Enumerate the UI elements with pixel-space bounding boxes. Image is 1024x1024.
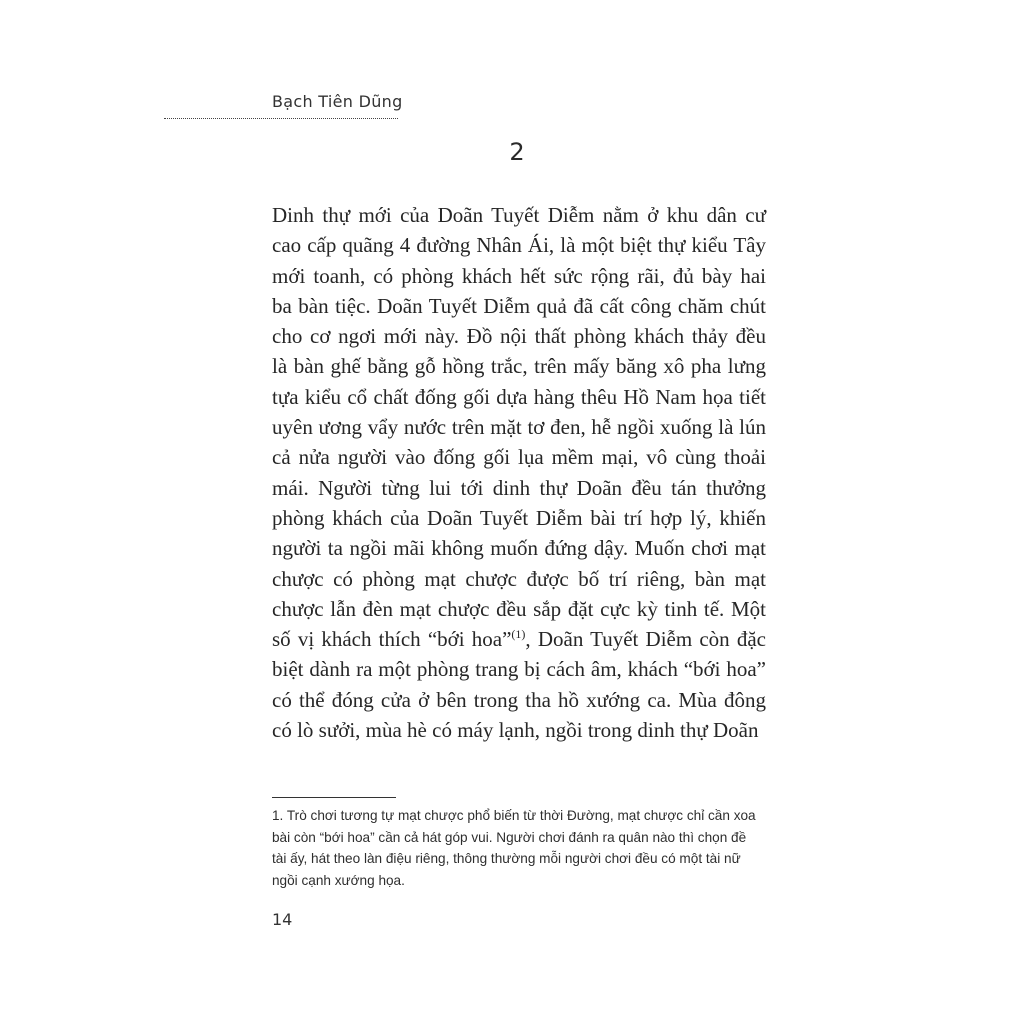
- footnote-reference[interactable]: (1): [511, 627, 526, 642]
- body-line: mới toanh, có phòng khách hết sức rộng rãi, đủ bày hai: [272, 263, 766, 288]
- body-line: cả nửa người vào đống gối lụa mềm mại, vô cùng thoải: [272, 445, 766, 470]
- body-line: Dinh thự mới của Doãn Tuyết Diễm nằm ở khu dân cư: [272, 203, 766, 227]
- body-line: chược có phòng mạt chược được bố trí riêng, bàn mạt: [272, 566, 766, 591]
- body-line-segment: số vị khách thích “bới hoa”: [272, 627, 512, 652]
- body-line-with-footnote-ref: [272, 624, 766, 654]
- body-line: mái. Người từng lui tới dinh thự Doãn đều tán thưởng: [272, 475, 766, 500]
- body-line: ba bàn tiệc. Doãn Tuyết Diễm quả đã cất công chăm chút: [272, 293, 766, 318]
- running-header-author: Bạch Tiên Dũng: [272, 92, 403, 111]
- body-line: tựa kiểu cổ chất đống gối dựa hàng thêu Hồ Nam họa tiết: [272, 384, 766, 409]
- body-line: cao cấp quãng 4 đường Nhân Ái, là một biệt thự kiểu Tây: [272, 233, 766, 258]
- footnote-line: bài còn “bới hoa” cần cả hát góp vui. Người chơi đánh ra quân nào thì chọn đề: [272, 829, 747, 845]
- body-line: có thể đóng cửa ở bên trong tha hồ xướng ca. Mùa đông: [272, 687, 766, 712]
- footnote: [272, 805, 766, 891]
- body-line: uyên ương vẩy nước trên mặt tơ đen, hễ ngồi xuống là lún: [272, 415, 766, 440]
- footnote-line: 1. Trò chơi tương tự mạt chược phổ biến từ thời Đường, mạt chược chỉ cần xoa: [272, 808, 756, 823]
- footnote-line: tài ấy, hát theo làn điệu riêng, thông thường mỗi người chơi đều có một tài nữ: [272, 851, 741, 866]
- footnote-line: ngồi cạnh xướng họa.: [272, 872, 405, 888]
- body-line: có lò sưởi, mùa hè có máy lạnh, ngồi trong dinh thự Doãn: [272, 718, 759, 743]
- body-line: biệt dành ra một phòng trang bị cách âm, khách “bới hoa”: [272, 657, 766, 682]
- body-paragraph: [272, 200, 766, 745]
- body-line: chược lẫn đèn mạt chược đều sắp đặt cực kỳ tinh tế. Một: [272, 596, 766, 621]
- body-line: là bàn ghế bằng gỗ hồng trắc, trên mấy băng xô pha lưng: [272, 354, 766, 379]
- body-line: cho cơ ngơi mới này. Đồ nội thất phòng khách thảy đều: [272, 324, 766, 349]
- header-dotted-rule: [164, 118, 398, 119]
- footnote-separator: [272, 797, 396, 798]
- body-line-segment: , Doãn Tuyết Diễm còn đặc: [525, 627, 766, 652]
- chapter-number: 2: [509, 138, 525, 166]
- body-line: người ta ngồi mãi không muốn đứng dậy. Muốn chơi mạt: [272, 536, 766, 561]
- body-line: phòng khách của Doãn Tuyết Diễm bài trí hợp lý, khiến: [272, 505, 766, 530]
- page-number: 14: [272, 910, 293, 929]
